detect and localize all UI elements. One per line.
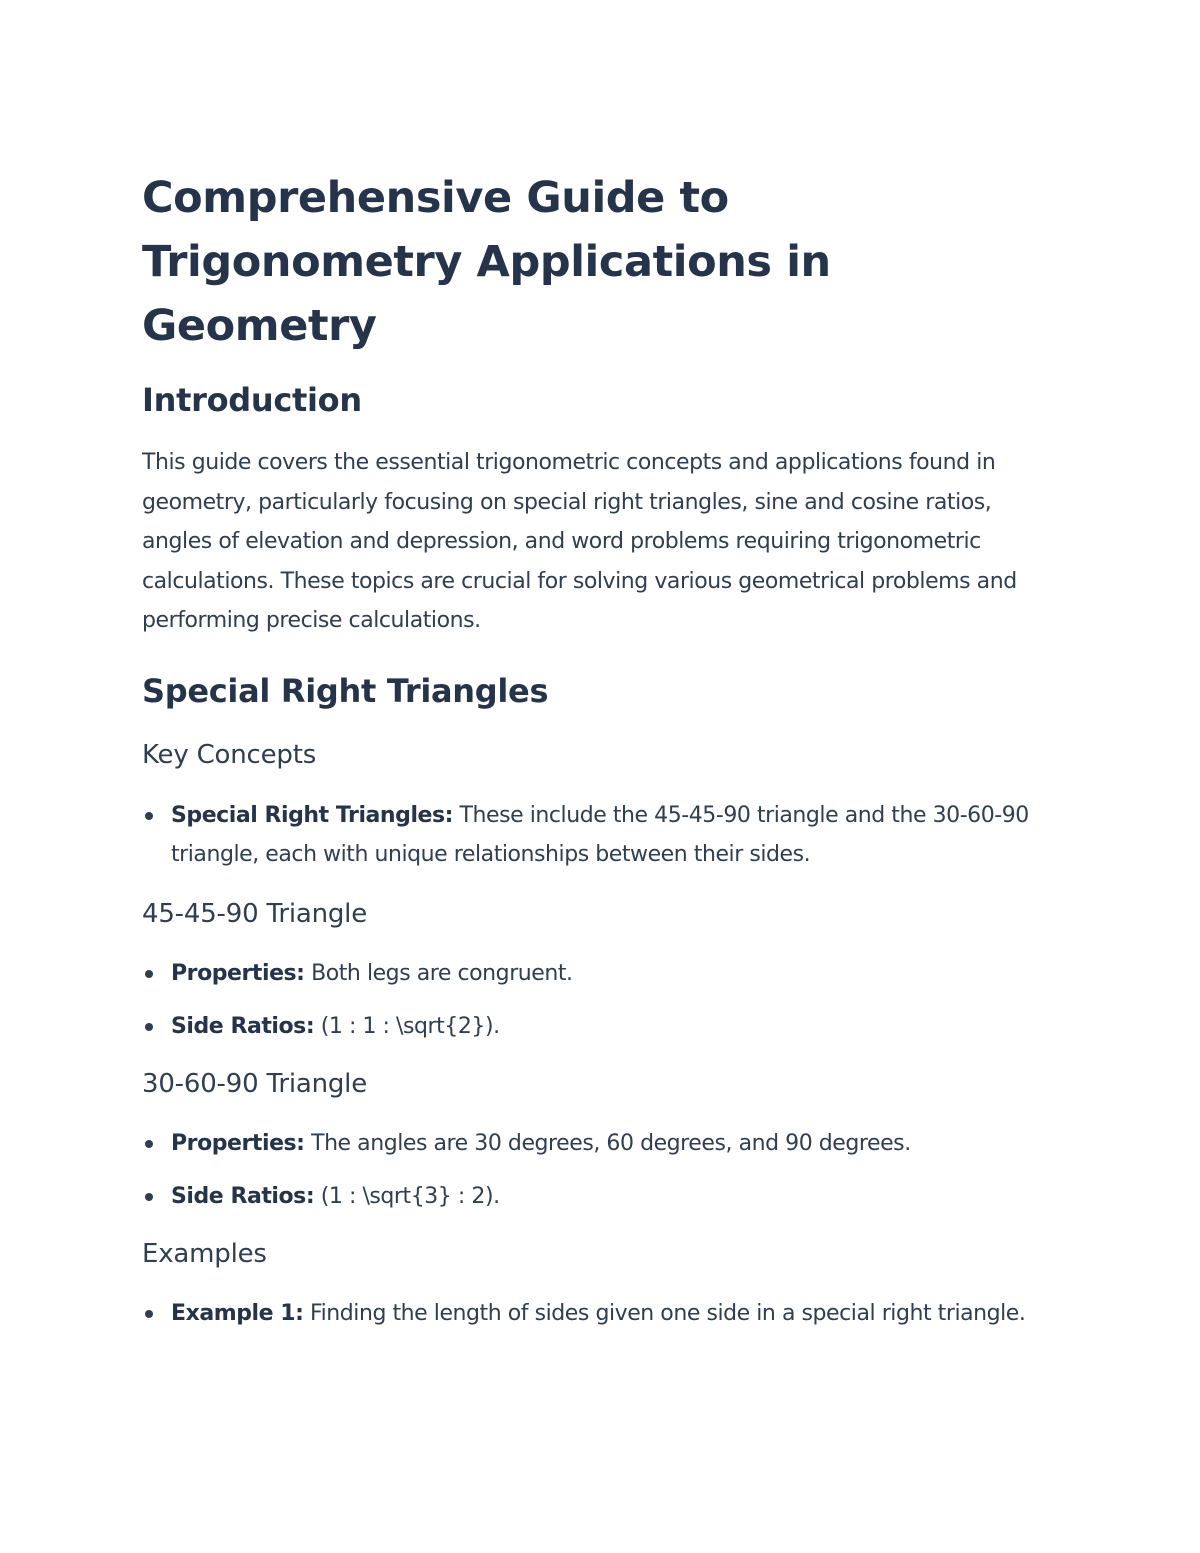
bullet-icon bbox=[145, 812, 153, 820]
list-item-text: Finding the length of sides given one side in a special right triangle. bbox=[303, 1300, 1026, 1326]
section-heading-special-right-triangles: Special Right Triangles bbox=[142, 671, 549, 710]
document-page bbox=[142, 166, 1062, 1333]
list-item-text: (1 : \sqrt{3} : 2). bbox=[314, 1184, 500, 1209]
list-item-term: Side Ratios: bbox=[171, 1014, 315, 1039]
subsection-heading-30-60-90-triangle: 30-60-90 Triangle bbox=[142, 1068, 367, 1099]
triangle-30-60-90-list bbox=[142, 1124, 1062, 1217]
introduction-paragraph: This guide covers the essential trigonometric concepts and applications found in geometry, particularly focusing on special right triangles, sine and cosine ratios, angles of elevation and depression, and word problems requiring trigonometric calculations. These topics are crucial for solving various geometrical problems and performing precise calculations. bbox=[142, 450, 1017, 633]
bullet-icon bbox=[145, 1023, 153, 1031]
triangle-45-45-90-list bbox=[142, 954, 1062, 1047]
list-item bbox=[142, 954, 1062, 994]
list-item-term: Properties: bbox=[171, 960, 305, 986]
bullet-icon bbox=[145, 1193, 153, 1201]
key-concepts-list bbox=[142, 796, 1062, 875]
list-item bbox=[142, 1007, 1062, 1047]
bullet-icon bbox=[145, 1310, 153, 1318]
list-item bbox=[142, 1124, 1062, 1164]
subsection-heading-key-concepts: Key Concepts bbox=[142, 739, 317, 770]
list-item-term: Special Right Triangles: bbox=[171, 802, 453, 828]
list-item-term: Side Ratios: bbox=[171, 1184, 315, 1209]
list-item-text: (1 : 1 : \sqrt{2}). bbox=[314, 1014, 500, 1039]
subsection-heading-examples: Examples bbox=[142, 1238, 267, 1269]
list-item-text: Both legs are congruent. bbox=[304, 960, 573, 986]
list-item bbox=[142, 796, 1062, 875]
list-item-text: These include the 45-45-90 triangle and the 30-60-90 triangle, each with unique relationships between their sides. bbox=[171, 802, 1029, 867]
bullet-icon bbox=[145, 1140, 153, 1148]
subsection-heading-45-45-90-triangle: 45-45-90 Triangle bbox=[142, 898, 367, 929]
bullet-icon bbox=[145, 970, 153, 978]
section-heading-introduction: Introduction bbox=[142, 381, 362, 419]
list-item-term: Example 1: bbox=[171, 1300, 304, 1326]
document-title: Comprehensive Guide to Trigonometry Applications in Geometry bbox=[142, 173, 831, 351]
list-item-text: The angles are 30 degrees, 60 degrees, and 90 degrees. bbox=[304, 1130, 911, 1156]
examples-list bbox=[142, 1294, 1062, 1334]
list-item bbox=[142, 1177, 1062, 1217]
list-item bbox=[142, 1294, 1062, 1334]
list-item-term: Properties: bbox=[171, 1130, 305, 1156]
